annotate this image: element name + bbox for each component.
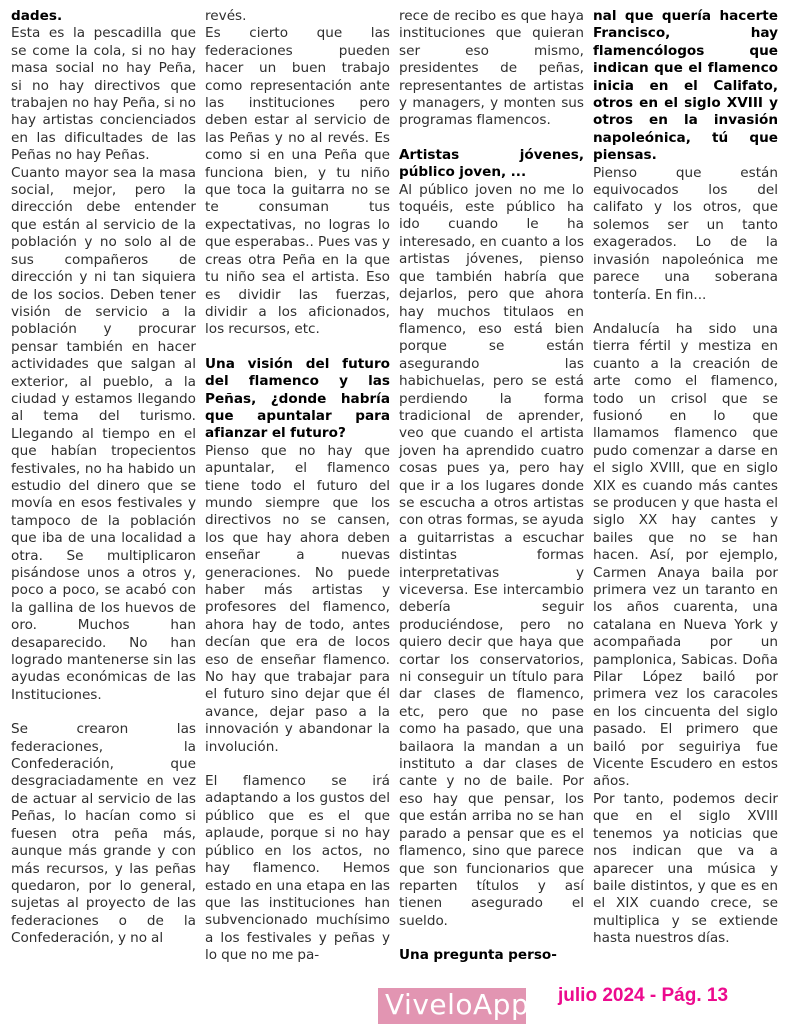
paragraph-spacer <box>11 704 196 721</box>
body-paragraph: Cuanto mayor sea la masa social, mejor, pero la dirección debe entender que están al servicio de la población y no solo al de sus compañeros de dirección y ni tan siquiera de los socios. Deben tener visión de servicio a la población y procurar pensar también en hacer actividades que salgan al exterior, al pueblo, a la ciudad y estamos llegando al tema del turismo. Llegando al tiempo en el que habían tropecientos festivales, no ha habido un estudio del dinero que se movía en esos festivales y tampoco de la población que iba de una localidad a otra. Se multiplicaron pisándose unos a otros y, poco a poco, se acabó con la gallina de los huevos de oro. Muchos han desaparecido. No han logrado mantenerse sin las ayudas económicas de las Instituciones. <box>11 164 196 703</box>
body-paragraph: revés. <box>205 8 247 24</box>
text-columns <box>11 8 778 965</box>
vivelo-app-logo-text: ViveloApp <box>385 988 530 1021</box>
section-heading: nal que quería hacerte Francisco, hay flamencólogos que indican que el flamenco inicia en el Califato, otros en el siglo XVIII y otros en la invasión napoleónica, tú que piensas. <box>593 8 778 164</box>
body-paragraph: Pienso que no hay que apuntalar, el flamenco tiene todo el futuro del mundo siempre que los directivos no se cansen, los que hay ahora deben enseñar a nuevas generaciones. No puede haber más artistas y profesores del flamenco, ahora hay de todo, antes decían que era de locos eso de enseñar flamenco. No hay que trabajar para el futuro sino dejar que él avance, dejar paso a la innovación y abandonar la involución. <box>205 442 390 755</box>
section-heading: Una pregunta perso- <box>399 947 557 964</box>
paragraph-spacer <box>205 756 390 773</box>
body-paragraph: Andalucía ha sido una tierra fértil y mestiza en cuanto a la creación de arte como el flamenco, todo un crisol que se fusionó en lo que llamamos flamenco que pudo comenzar a darse en el siglo XVIII, que en siglo XIX es cuando más cantes se producen y que hasta el siglo XX hay cantes y bailes que no se han hacen. Así, por ejemplo, Carmen Anaya baila por primera vez un taranto en los años cuarenta, una catalana en Nueva York y acompañada por un pamplonica, Sabicas. Doña Pilar López bailó por primera vez los caracoles en los cincuenta del siglo pasado. El primero que bailó por seguiriya fue Vicente Escudero en estos años. <box>593 320 778 790</box>
section-heading: Artistas jóvenes, público joven, ... <box>399 146 584 181</box>
text-column-4 <box>593 8 778 965</box>
section-heading: Una visión del futuro del flamenco y las Peñas, ¿donde habría que apuntalar para afianzar el futuro? <box>205 355 390 442</box>
body-paragraph: Por tanto, podemos decir que en el siglo XVIII tenemos ya noticias que nos indican que va a aparecer una música y baile distintos, y que es en el XIX cuando crece, se multiplica y se extiende hasta nuestros días. <box>593 790 778 947</box>
paragraph-spacer <box>399 930 584 947</box>
body-paragraph: Esta es la pescadilla que se come la cola, si no hay masa social no hay Peña, si no hay directivos que trabajen no hay Peña, si no hay artistas concienciados en las dificultades de las Peñas no hay Peñas. <box>11 25 196 164</box>
text-column-2 <box>205 8 390 965</box>
body-paragraph: Pienso que están equivocados los del califato y los otros, que solemos ser un tanto exagerados. Lo de la invasión napoleónica me parece una soberana tontería. En fin... <box>593 164 778 303</box>
body-paragraph: Al público joven no me lo toquéis, este público ha ido cuando le ha interesado, en cuanto a los artistas jóvenes, pienso que también habría que dejarlos, pero que ahora hay muchos titulaos en flamenco, eso está bien porque se están asegurando las habichuelas, pero se está perdiendo la forma tradicional de aprender, veo que cuando el artista joven ha aprendido cuatro cosas pues ya, pero hay que ir a los lugares donde se escucha a otros artistas con otras formas, se ayuda a guitarristas a escuchar distintas formas interpretativas y viceversa. Ese intercambio debería seguir produciéndose, pero no quiero decir que haya que cortar los conservatorios, ni conseguir un título para dar clases de flamenco, etc, pero que no pase como ha pasado, que una bailaora la mandan a un instituto a dar clases de cante y no de baile. Por eso hay que pensar, los que están arriba no se han parado a pensar que es el flamenco, sino que parece que son funcionarios que reparten títulos y así tienen asegurado el sueldo. <box>399 181 584 929</box>
vivelo-app-logo <box>378 988 530 1024</box>
section-heading: dades. <box>11 8 63 24</box>
body-paragraph: Es cierto que las federaciones pueden hacer un buen trabajo como representación ante las instituciones pero deben estar al servicio de las Peñas y no al revés. Es como si en una Peña que funciona bien, y tu niño que toca la guitarra no se te consuman tus expectativas, no logras lo que esperabas.. Pues vas y creas otra Peña en la que tu niño sea el artista. Eso es dividir las fuerzas, dividir a los aficionados, los recursos, etc. <box>205 25 390 338</box>
paragraph-spacer <box>205 339 390 356</box>
body-paragraph: Se crearon las federaciones, la Confederación, que desgraciadamente en vez de actuar al servicio de las Peñas, lo hacían como si fuesen otra peña más, aunque más grande y con más recursos, y las peñas quedaron, por lo general, sujetas al proyecto de las federaciones o de la Confederación, y no al <box>11 721 196 947</box>
issue-page-number: julio 2024 - Pág. 13 <box>558 985 729 1006</box>
text-column-3 <box>399 8 584 965</box>
body-paragraph: El flamenco se irá adaptando a los gustos del público que es el que aplaude, porque si no hay público en los actos, no hay flamenco. Hemos estado en una etapa en las que las instituciones han subvencionado muchísimo a los festivales y peñas y lo que no me pa- <box>205 773 390 964</box>
body-paragraph: rece de recibo es que haya instituciones que quieran ser eso mismo, presidentes de peñas, representantes de artistas y managers, y monten sus programas flamencos. <box>399 8 584 129</box>
paragraph-spacer <box>593 304 778 321</box>
paragraph-spacer <box>399 130 584 147</box>
text-column-1 <box>11 8 196 965</box>
